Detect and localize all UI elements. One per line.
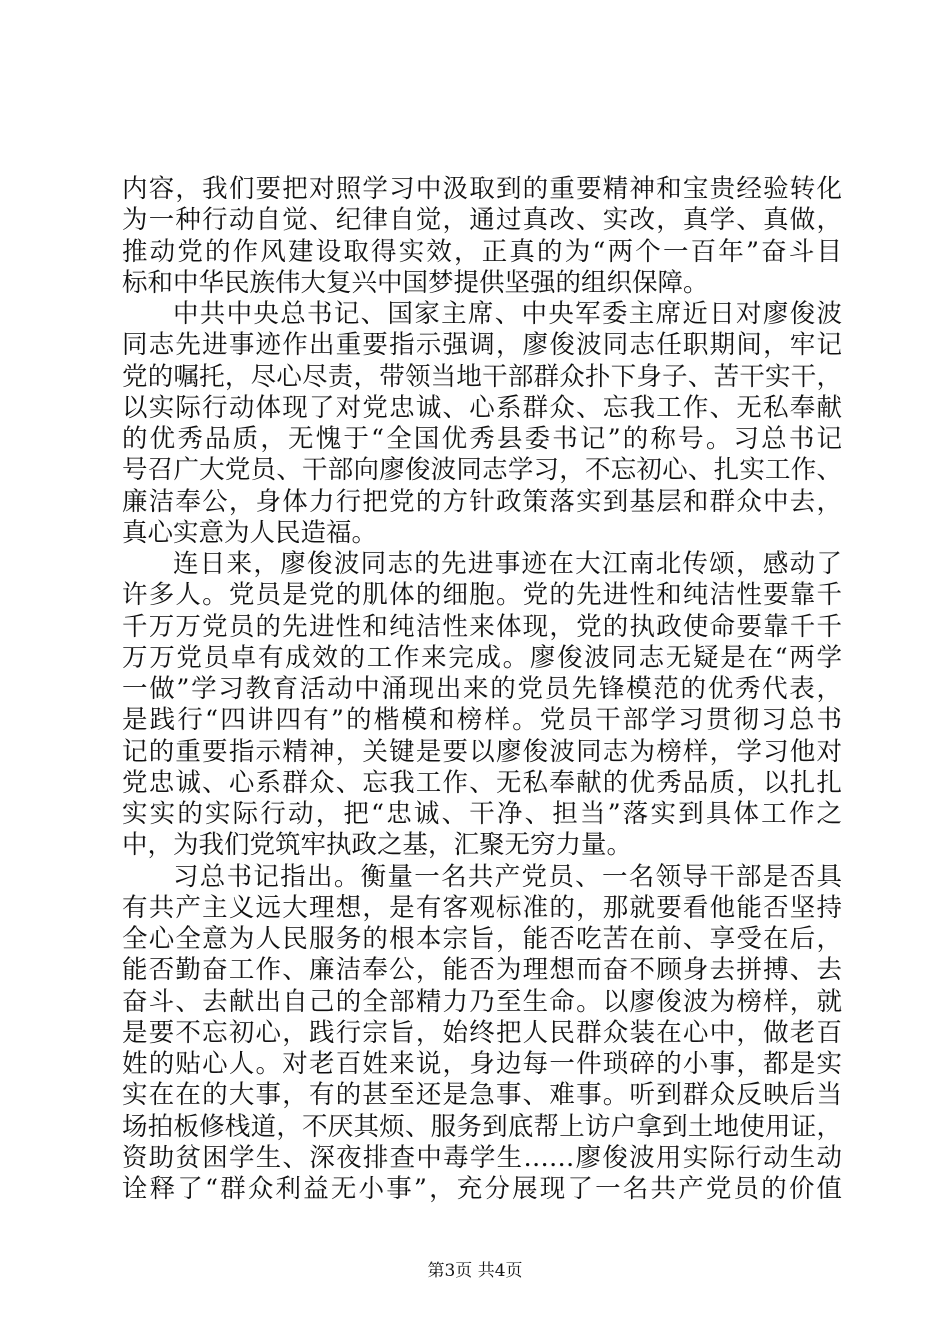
text-line: 标和中华民族伟大复兴中国梦提供坚强的组织保障。: [122, 267, 709, 298]
text-line: 为一种行动自觉、纪律自觉，通过真改、实改，真学、真做，: [122, 205, 842, 236]
text-line: 实实的实际行动，把“忠诚、干净、担当”落实到具体工作之: [122, 799, 842, 829]
text-line: 记的重要指示精神，关键是要以廖俊波同志为榜样，学习他对: [122, 736, 842, 767]
text-line: 是践行“四讲四有”的楷模和榜样。党员干部学习贯彻习总书: [122, 705, 842, 736]
text-line: 资助贫困学生、深夜排查中毒学生……廖俊波用实际行动生动: [122, 1142, 842, 1173]
text-line: 同志先进事迹作出重要指示强调，廖俊波同志任职期间，牢记: [122, 330, 842, 361]
text-line: 奋斗、去献出自己的全部精力乃至生命。以廖俊波为榜样，就: [122, 986, 842, 1017]
text-line: 实在在的大事，有的甚至还是急事、难事。听到群众反映后当: [122, 1080, 842, 1111]
text-line: 内容，我们要把对照学习中汲取到的重要精神和宝贵经验转化: [122, 174, 842, 204]
text-line: 廉洁奉公，身体力行把党的方针政策落实到基层和群众中去，: [122, 486, 842, 517]
body-text: [122, 174, 842, 1205]
text-line: 有共产主义远大理想，是有客观标准的，那就要看他能否坚持: [122, 892, 842, 923]
text-line: 千万万党员的先进性和纯洁性来体现，党的执政使命要靠千千: [122, 611, 842, 642]
text-line: 中，为我们党筑牢执政之基，汇聚无穷力量。: [122, 830, 633, 861]
text-line: 号召广大党员、干部向廖俊波同志学习，不忘初心、扎实工作、: [122, 455, 842, 486]
text-line: 党的嘱托，尽心尽责，带领当地干部群众扑下身子、苦干实干，: [122, 361, 842, 392]
text-line: 连日来，廖俊波同志的先进事迹在大江南北传颂，感动了: [173, 549, 842, 579]
text-line: 许多人。党员是党的肌体的细胞。党的先进性和纯洁性要靠千: [122, 580, 842, 611]
page-footer: 第3页 共4页: [427, 1261, 523, 1281]
text-line: 习总书记指出。衡量一名共产党员、一名领导干部是否具: [173, 861, 842, 892]
text-line: 中共中央总书记、国家主席、中央军委主席近日对廖俊波: [173, 299, 842, 329]
text-line: 的优秀品质，无愧于“全国优秀县委书记”的称号。习总书记: [122, 424, 842, 454]
text-line: 以实际行动体现了对党忠诚、心系群众、忘我工作、无私奉献: [122, 392, 842, 423]
text-line: 推动党的作风建设取得实效，正真的为“两个一百年”奋斗目: [122, 236, 842, 267]
text-line: 全心全意为人民服务的根本宗旨，能否吃苦在前、享受在后，: [122, 924, 842, 954]
text-line: 党忠诚、心系群众、忘我工作、无私奉献的优秀品质，以扎扎: [122, 767, 842, 798]
text-line: 场拍板修栈道，不厌其烦、服务到底帮上访户拿到土地使用证，: [122, 1111, 842, 1142]
text-line: 万万党员卓有成效的工作来完成。廖俊波同志无疑是在“两学: [122, 642, 842, 673]
text-line: 诠释了“群众利益无小事”，充分展现了一名共产党员的价值: [122, 1174, 842, 1204]
text-line: 能否勤奋工作、廉洁奉公，能否为理想而奋不顾身去拼搏、去: [122, 955, 842, 986]
text-line: 姓的贴心人。对老百姓来说，身边每一件琐碎的小事，都是实: [122, 1049, 842, 1079]
text-line: 真心实意为人民造福。: [122, 517, 378, 548]
text-line: 是要不忘初心，践行宗旨，始终把人民群众装在心中，做老百: [122, 1017, 842, 1048]
text-line: 一做”学习教育活动中涌现出来的党员先锋模范的优秀代表，: [122, 674, 842, 704]
